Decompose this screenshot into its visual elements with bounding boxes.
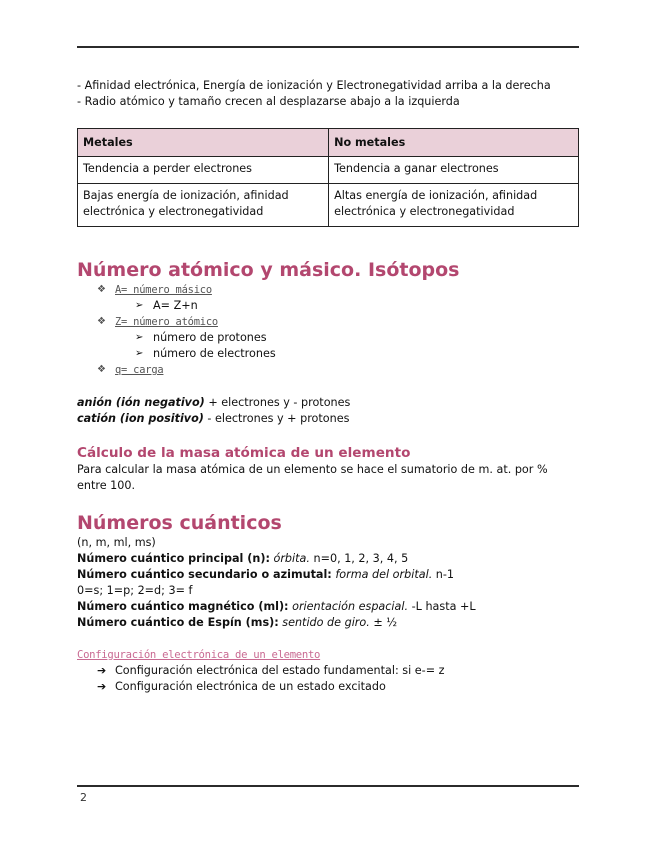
arrowhead-bullet-icon: ➢ [135,332,144,343]
table-header-no-metales: No metales [329,129,579,157]
list-item [77,314,579,330]
list-item: ➔ Configuración electrónica de un estado excitado [97,680,386,693]
list-sub-item: ➢ número de protones [135,331,267,344]
table-cell: Bajas energía de ionización, afinidad electrónica y electronegatividad [78,184,329,227]
configuracion-link-line [77,647,579,663]
table-row [78,157,579,184]
cation-definition: catión (ion positivo) - electrones y + protones [77,412,350,425]
quantum-magnetico: Número cuántico magnético (ml): orientación espacial. -L hasta +L [77,600,476,613]
intro-line-2: - Radio atómico y tamaño crecen al desplazarse abajo a la izquierda [77,95,460,108]
list-item [77,282,579,298]
quantum-notation: (n, m, ml, ms) [77,536,156,549]
page-number: 2 [80,791,87,804]
section-title-numero-atomico: Número atómico y másico. Isótopos [77,259,460,281]
quantum-espin: Número cuántico de Espín (ms): sentido de giro. ± ½ [77,616,398,629]
metals-comparison-table [77,128,579,227]
arrow-right-icon: ➔ [97,680,107,693]
configuracion-electronica-link[interactable]: Configuración electrónica de un elemento [77,649,321,661]
section-title-numeros-cuanticos: Números cuánticos [77,512,282,534]
table-cell: Tendencia a ganar electrones [329,157,579,184]
footer-rule [77,785,579,787]
quantum-secundario: Número cuántico secundario o azimutal: forma del orbital. n-1 [77,568,455,581]
anion-definition: anión (ión negativo) + electrones y - protones [77,396,351,409]
item-label: Z= número atómico [115,316,218,328]
diamond-bullet-icon: ❖ [97,364,106,375]
isotope-list [77,282,579,378]
list-sub-item: ➢ A= Z+n [135,299,198,312]
arrowhead-bullet-icon: ➢ [135,300,144,311]
masa-atomica-text: Para calcular la masa atómica de un elemento se hace el sumatorio de m. at. por % entre 100. [77,463,548,492]
arrowhead-bullet-icon: ➢ [135,348,144,359]
arrow-right-icon: ➔ [97,664,107,677]
section-title-masa-atomica: Cálculo de la masa atómica de un elemento [77,445,411,461]
list-item [77,362,579,378]
diamond-bullet-icon: ❖ [97,316,106,327]
list-sub-item: ➢ número de electrones [135,347,276,360]
item-label: q= carga [115,364,164,376]
intro-line-1: - Afinidad electrónica, Energía de ionización y Electronegatividad arriba a la derecha [77,79,551,92]
table-header-row [78,129,579,157]
table-cell: Tendencia a perder electrones [78,157,329,184]
quantum-principal: Número cuántico principal (n): órbita. n=0, 1, 2, 3, 4, 5 [77,552,409,565]
header-rule [77,46,579,48]
table-row [78,184,579,227]
diamond-bullet-icon: ❖ [97,284,106,295]
page-content [77,78,579,695]
list-item: ➔ Configuración electrónica del estado fundamental: si e-= z [97,664,445,677]
table-cell: Altas energía de ionización, afinidad electrónica y electronegatividad [329,184,579,227]
table-header-metales: Metales [78,129,329,157]
quantum-orbitals: 0=s; 1=p; 2=d; 3= f [77,584,193,597]
item-label: A= número másico [115,284,212,296]
